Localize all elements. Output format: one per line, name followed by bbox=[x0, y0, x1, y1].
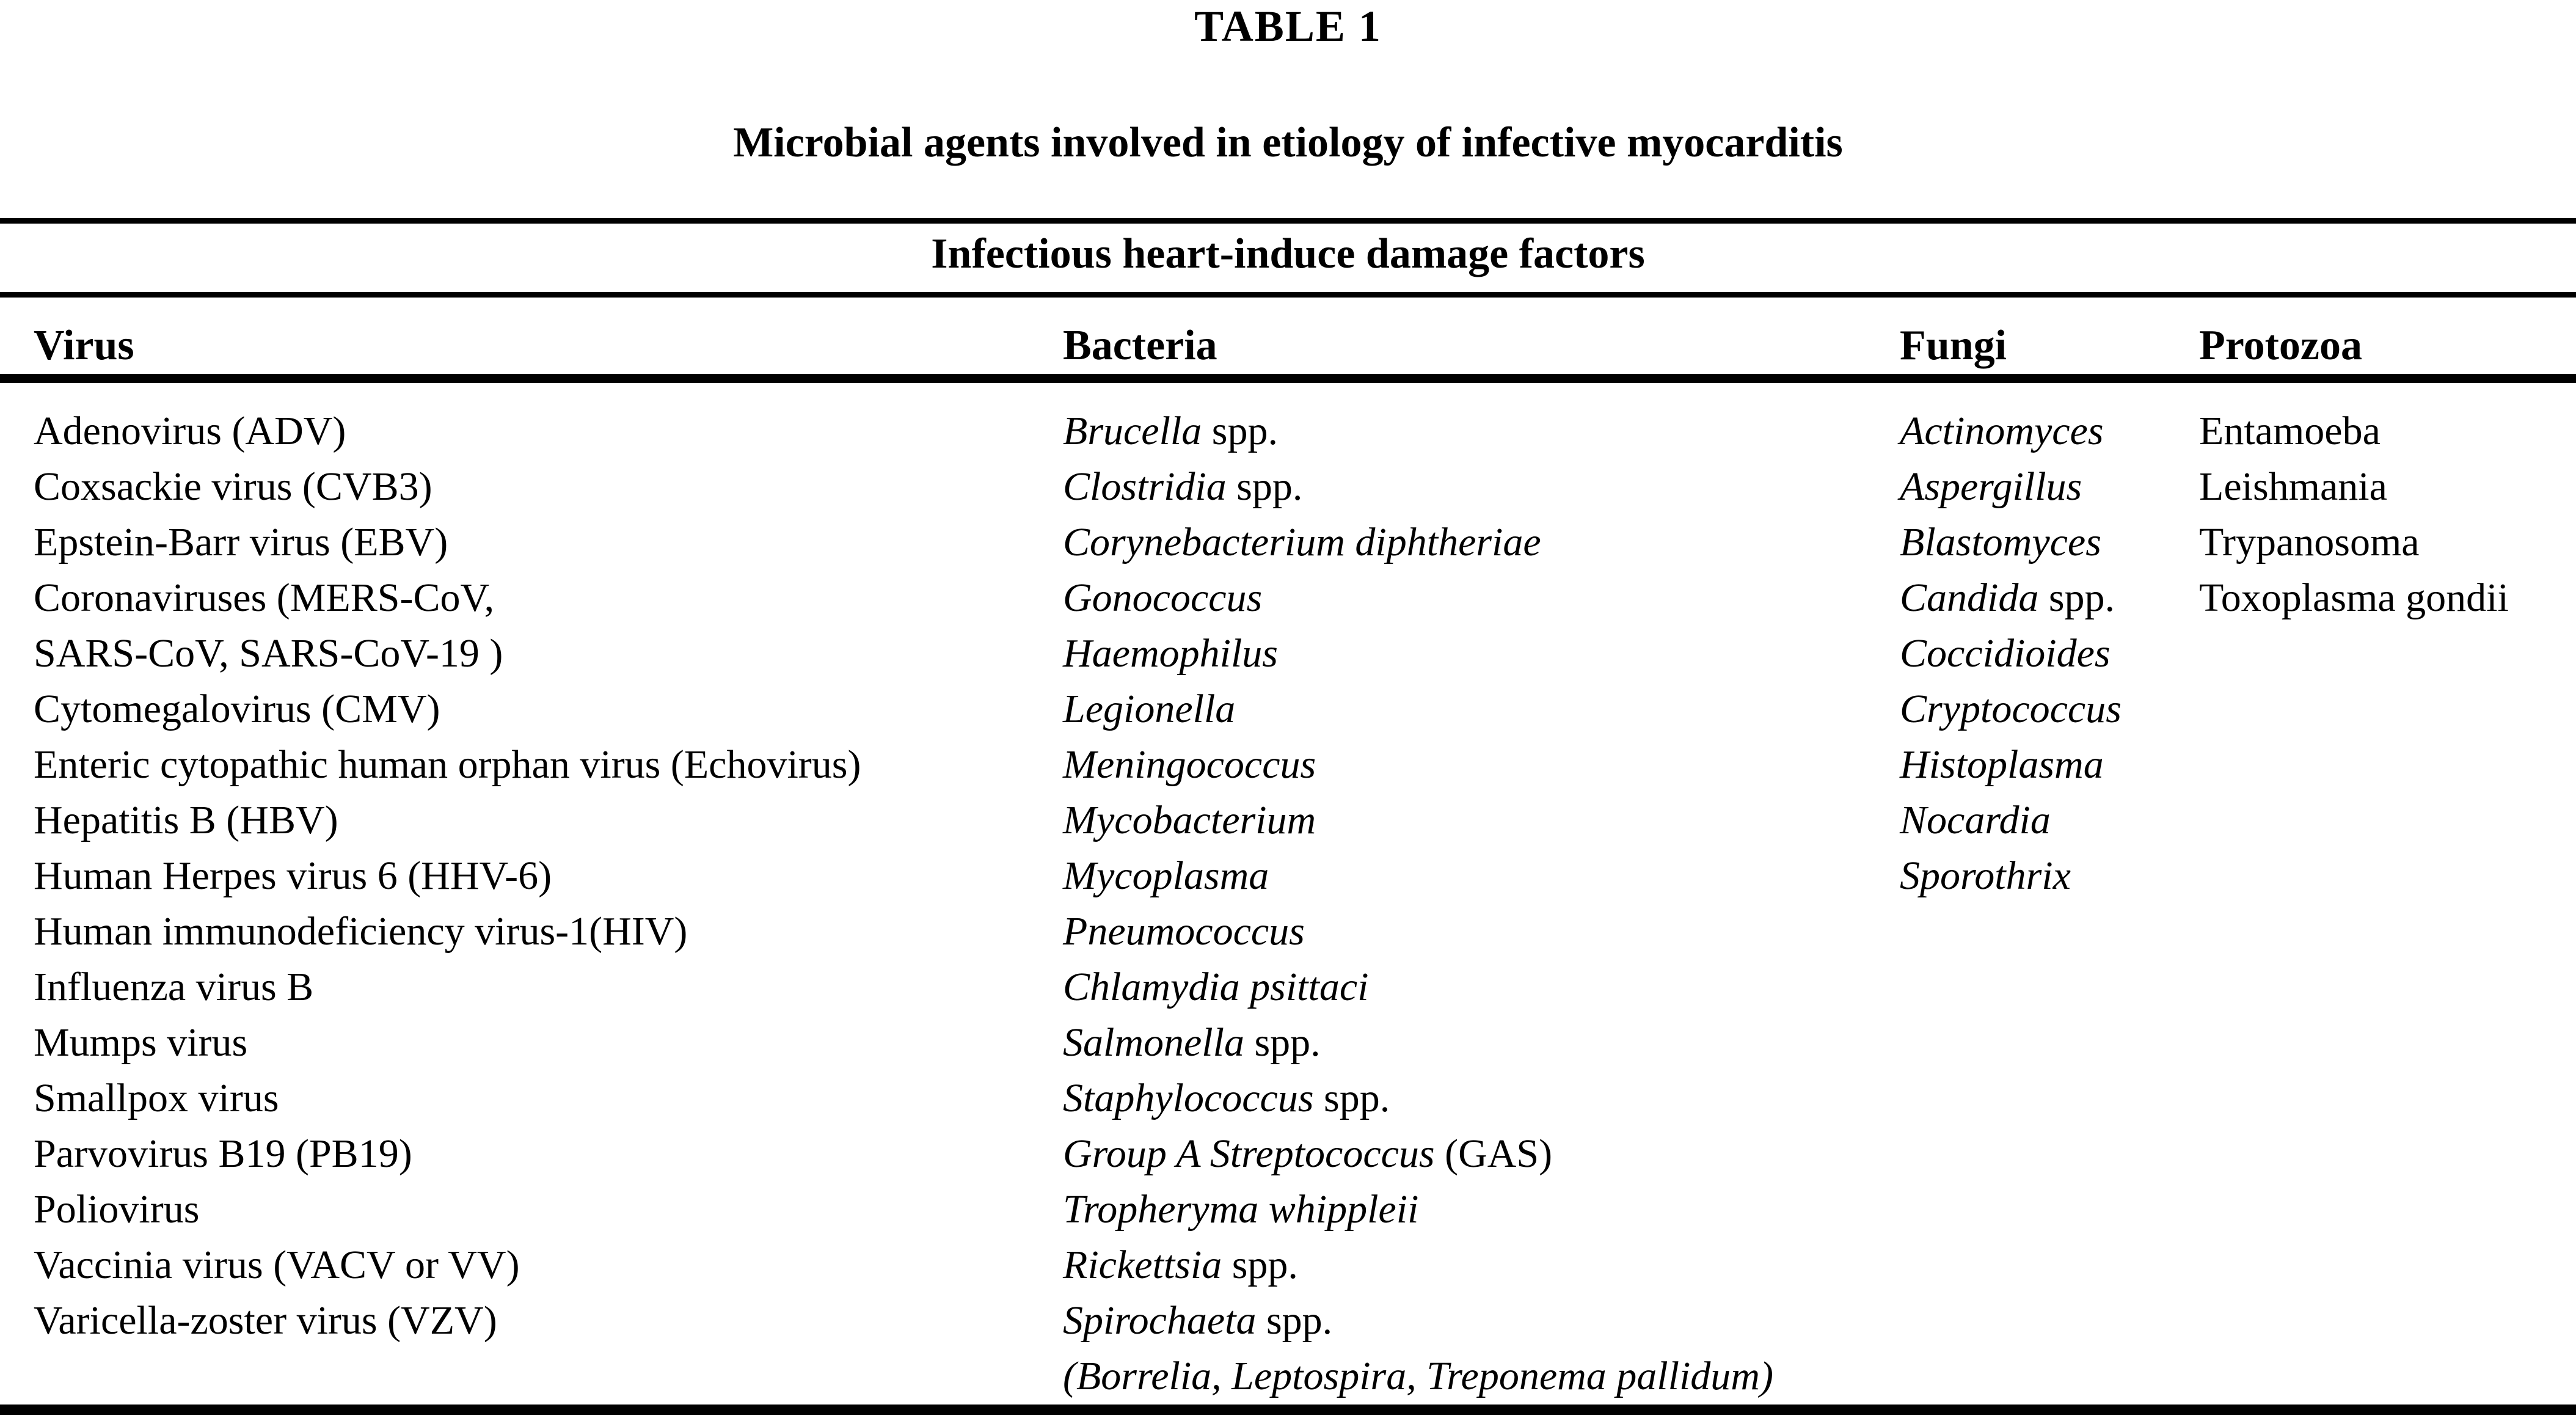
table-band-header: Infectious heart-induce damage factors bbox=[931, 230, 1645, 277]
table-row bbox=[1900, 459, 2198, 514]
table-row bbox=[1063, 737, 1897, 792]
table-row bbox=[1063, 848, 1897, 904]
table-row bbox=[1063, 792, 1897, 848]
column-protozoa bbox=[2199, 403, 2576, 626]
cell-text: spp. bbox=[2038, 575, 2115, 620]
cell-text: Toxoplasma gondii bbox=[2199, 575, 2509, 620]
cell-text: Staphylococcus bbox=[1063, 1076, 1314, 1120]
table-row bbox=[1063, 1237, 1897, 1293]
table-row bbox=[34, 1237, 1060, 1293]
table-row bbox=[2199, 403, 2576, 459]
cell-text: Tropheryma whippleii bbox=[1063, 1187, 1419, 1232]
table-row bbox=[1900, 403, 2198, 459]
table-row bbox=[1900, 792, 2198, 848]
cell-text: Histoplasma bbox=[1900, 742, 2104, 787]
table-row bbox=[1900, 570, 2198, 626]
cell-text: Trypanosoma bbox=[2199, 520, 2420, 564]
table-row bbox=[1063, 1348, 1897, 1404]
cell-text: Cytomegalovirus (CMV) bbox=[34, 687, 440, 731]
cell-text: Pneumococcus bbox=[1063, 909, 1305, 954]
table-row bbox=[1063, 514, 1897, 570]
cell-text: Rickettsia bbox=[1063, 1243, 1222, 1287]
table-row bbox=[34, 570, 1060, 626]
cell-text: Salmonella bbox=[1063, 1020, 1244, 1065]
cell-text: Adenovirus (ADV) bbox=[34, 409, 346, 453]
table-row bbox=[1063, 1293, 1897, 1348]
table-row bbox=[1063, 1126, 1897, 1182]
table-row bbox=[1900, 681, 2198, 737]
table-row bbox=[34, 459, 1060, 514]
table-row bbox=[34, 848, 1060, 904]
cell-text: Entamoeba bbox=[2199, 409, 2381, 453]
cell-text: (Borrelia, Leptospira, Treponema pallidum) bbox=[1063, 1354, 1773, 1398]
cell-text: Human Herpes virus 6 (HHV-6) bbox=[34, 853, 552, 898]
cell-text: Aspergillus bbox=[1900, 464, 2082, 509]
cell-text: Mycobacterium bbox=[1063, 798, 1316, 842]
cell-text: spp. bbox=[1226, 464, 1303, 509]
cell-text: Brucella bbox=[1063, 409, 1202, 453]
table-row bbox=[1063, 904, 1897, 959]
cell-text: Epstein-Barr virus (EBV) bbox=[34, 520, 448, 564]
cell-text: SARS-CoV, SARS-CoV-19 ) bbox=[34, 631, 503, 676]
column-header-row bbox=[0, 321, 2576, 370]
column-header-fungi: Fungi bbox=[1900, 322, 2007, 369]
table-row bbox=[1063, 626, 1897, 681]
column-virus bbox=[34, 403, 1060, 1348]
table-row bbox=[1063, 403, 1897, 459]
cell-text: Influenza virus B bbox=[34, 965, 314, 1009]
table-row bbox=[34, 1070, 1060, 1126]
cell-text: spp. bbox=[1222, 1243, 1298, 1287]
cell-text: spp. bbox=[1244, 1020, 1321, 1065]
cell-text: Hepatitis B (HBV) bbox=[34, 798, 338, 842]
cell-text: Mycoplasma bbox=[1063, 853, 1269, 898]
cell-text: Coxsackie virus (CVB3) bbox=[34, 464, 432, 509]
table-row bbox=[1900, 514, 2198, 570]
cell-text: Clostridia bbox=[1063, 464, 1227, 509]
cell-text: Cryptococcus bbox=[1900, 687, 2122, 731]
rule-bottom bbox=[0, 1405, 2576, 1415]
cell-text: Vaccinia virus (VACV or VV) bbox=[34, 1243, 520, 1287]
cell-text: Coronaviruses (MERS-CoV, bbox=[34, 575, 495, 620]
table-row bbox=[1063, 570, 1897, 626]
column-header-protozoa: Protozoa bbox=[2199, 322, 2362, 369]
table-row bbox=[34, 1126, 1060, 1182]
cell-text: Candida bbox=[1900, 575, 2039, 620]
table-row bbox=[1900, 848, 2198, 904]
rule-header-separator bbox=[0, 374, 2576, 383]
table-row bbox=[1063, 1015, 1897, 1070]
cell-text: Smallpox virus bbox=[34, 1076, 279, 1120]
cell-text: Enteric cytopathic human orphan virus (Echovirus) bbox=[34, 742, 861, 787]
cell-text: Blastomyces bbox=[1900, 520, 2101, 564]
table-caption: Microbial agents involved in etiology of infective myocarditis bbox=[733, 119, 1843, 166]
cell-text: Haemophilus bbox=[1063, 631, 1278, 676]
table-row bbox=[2199, 459, 2576, 514]
cell-text: Legionella bbox=[1063, 687, 1236, 731]
table-row bbox=[34, 959, 1060, 1015]
table-row bbox=[34, 681, 1060, 737]
table-row bbox=[34, 1293, 1060, 1348]
column-bacteria bbox=[1063, 403, 1897, 1404]
rule-top bbox=[0, 218, 2576, 224]
cell-text: Coccidioides bbox=[1900, 631, 2111, 676]
cell-text: Human immunodeficiency virus-1(HIV) bbox=[34, 909, 688, 954]
cell-text: Parvovirus B19 (PB19) bbox=[34, 1131, 412, 1176]
table-row bbox=[34, 626, 1060, 681]
cell-text: spp. bbox=[1256, 1298, 1333, 1343]
cell-text: Actinomyces bbox=[1900, 409, 2104, 453]
cell-text: Nocardia bbox=[1900, 798, 2051, 842]
cell-text: Leishmania bbox=[2199, 464, 2387, 509]
cell-text: Corynebacterium diphtheriae bbox=[1063, 520, 1541, 564]
cell-text: Gonococcus bbox=[1063, 575, 1263, 620]
cell-text: Chlamydia psittaci bbox=[1063, 965, 1369, 1009]
cell-text: Group A Streptococcus bbox=[1063, 1131, 1435, 1176]
cell-text: Mumps virus bbox=[34, 1020, 248, 1065]
table-row bbox=[2199, 570, 2576, 626]
table-row bbox=[1063, 959, 1897, 1015]
table-row bbox=[34, 403, 1060, 459]
cell-text: spp. bbox=[1313, 1076, 1390, 1120]
cell-text: Meningococcus bbox=[1063, 742, 1316, 787]
column-header-virus: Virus bbox=[34, 322, 134, 369]
table-row bbox=[1063, 459, 1897, 514]
cell-text: Poliovirus bbox=[34, 1187, 200, 1232]
table-row bbox=[1063, 681, 1897, 737]
cell-text: spp. bbox=[1202, 409, 1278, 453]
table-row bbox=[1900, 626, 2198, 681]
table-row bbox=[34, 737, 1060, 792]
column-fungi bbox=[1900, 403, 2198, 904]
table-row bbox=[34, 514, 1060, 570]
table-row bbox=[34, 1015, 1060, 1070]
table-row bbox=[34, 1182, 1060, 1237]
table-row bbox=[34, 792, 1060, 848]
table-row bbox=[34, 904, 1060, 959]
cell-text: Spirochaeta bbox=[1063, 1298, 1257, 1343]
table-row bbox=[1063, 1182, 1897, 1237]
cell-text: Sporothrix bbox=[1900, 853, 2071, 898]
table-row bbox=[2199, 514, 2576, 570]
table-row bbox=[1900, 737, 2198, 792]
table-label: TABLE 1 bbox=[1194, 2, 1382, 51]
rule-mid bbox=[0, 292, 2576, 298]
column-header-bacteria: Bacteria bbox=[1063, 322, 1217, 369]
cell-text: (GAS) bbox=[1434, 1131, 1553, 1176]
cell-text: Varicella-zoster virus (VZV) bbox=[34, 1298, 497, 1343]
table-row bbox=[1063, 1070, 1897, 1126]
